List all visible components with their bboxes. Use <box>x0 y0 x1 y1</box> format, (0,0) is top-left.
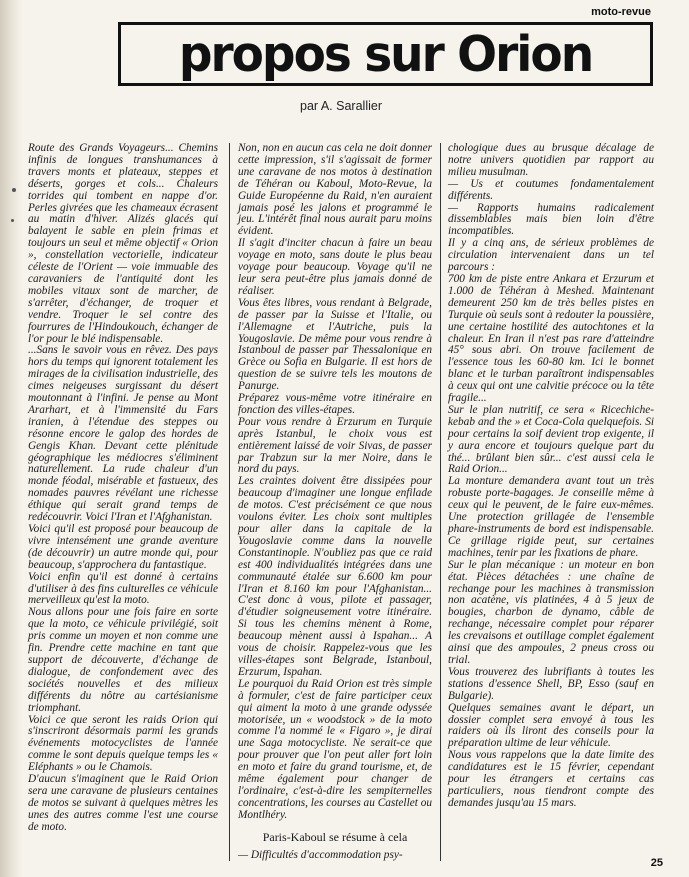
paragraph: Sur le plan nutritif, ce sera « Ricechiche-kebab and the » et Coca-Cola quelquefois. Si pour certains la soif devient trop exigente, il y aura encore et toujours quelque part du thé... brûlant bien sûr... c'est aussi cela le Raid Orion... <box>448 403 654 476</box>
column-divider <box>229 143 230 861</box>
paragraph: Il y a cinq ans, de sérieux problèmes de circulation intervenaient dans un tel parcours : <box>448 237 654 274</box>
paragraph: 700 km de piste entre Ankara et Erzurum et 1.000 de Téhéran à Meshed. Maintenant demeurent 250 km de très belles pistes en Turquie où seuls sont à redouter la poussière, une certaine hostilité des autochtones et la chaleur. En Iran il n'est pas rare d'atteindre 45° sous abri. On trouve facilement de l'essence tous les 60-80 km. Ici le bonnet blanc et le turban paraîtront indispensables à ceux qui ont une calvitie précoce ou la tête fragile... <box>448 272 654 405</box>
paragraph: chologique dues au brusque décalage de notre univers quotidien par rapport au milieu musulman. <box>448 142 654 178</box>
text-column-1 <box>28 143 218 834</box>
paragraph: La monture demandera avant tout un très robuste porte-bagages. Je conseille même à ceux qui le peuvent, de le faire eux-mêmes. Une protection grillagée de l'ensemble phare-instruments de bord est indispensable. Ce grillage rigide peut, sur certaines machines, tenir par les fixations de phare. <box>448 475 654 559</box>
page-number: 25 <box>650 857 663 869</box>
paragraph: — Us et coutumes fondamentalement différents. <box>448 177 654 202</box>
paragraph: Vous trouverez des lubrifiants à toutes les stations d'essence Shell, BP, Esso (sauf en Bulgarie). <box>448 665 654 702</box>
byline: par A. Sarallier <box>300 99 382 113</box>
paragraph: Voici ce que seront les raids Orion qui s'inscriront désormais parmi les grands événements motocyclistes de l'année comme le sont depuis quelque temps les « Eléphants » ou le Chamois. <box>28 713 218 774</box>
paragraph: Nous allons pour une fois faire en sorte que la moto, ce véhicule privilégié, soit pris comme un moyen et non comme une fin. Prendre cette machine en tant que support de découverte, d'échange de dialogue, de confondement avec des sociétés nouvelles et des milieux différents du nôtre au cartésianisme triomphant. <box>28 606 218 714</box>
print-speck <box>12 188 16 192</box>
paragraph: ...Sans le savoir vous en rêvez. Des pays hors du temps qui ignorent totalement les mirages de la civilisation industrielle, des cimes neigeuses surgissant du désert moutonnant à l'infini. Je pense au Mont Ararhart, et à l'immensité du Fars iranien, à l'étendue des steppes ou résonne encore le galop des hordes de Gengis Khan. Devant cette plénitude géographique les médiocres s'éliminent naturellement. La rude chaleur d'un monde féodal, misérable et fastueux, des nomades pauvres révélant une richesse éthique qui serait grand temps de redécouvrir. Voici l'Iran et l'Afghanistan. <box>28 344 218 524</box>
paragraph: Route des Grands Voyageurs... Chemins infinis de longues transhumances à travers monts et plateaux, steppes et déserts, gorges et cols... Chaleurs torrides qui tombent en nappe d'or. Perles givrées que les chameaux écrasent au matin d'hiver. Alizés glacés qui balayent le sable en plein frimas et toujours un seul et même objectif « Orion », constellation vectorielle, indicateur céleste de l'Orient — voie immuable des caravaniers de l'antiquité dont les mobiles vitaux sont de marcher, de s'arrêter, d'échanger, de troquer et vendre. Troquer le sel contre des fourrures de l'Hindoukouch, échanger de l'or pour le blé indispensable. <box>28 142 218 345</box>
paragraph: D'aucun s'imaginent que le Raid Orion sera une caravane de plusieurs centaines de motos se suivant à quelques mètres les unes des autres comme l'est une course de moto. <box>28 773 218 833</box>
paragraph: Quelques semaines avant le départ, un dossier complet sera envoyé à tous les raiders où ils liront des conseils pour la préparation ultime de leur véhicule. <box>448 701 654 750</box>
paragraph: Voici qu'il est proposé pour beaucoup de vivre intensément une grande aventure (de découvrir) un autre monde qui, pour beaucoup, s'approchera du fantastique. <box>28 523 218 571</box>
title-frame <box>118 22 653 86</box>
paragraph: Pour vous rendre à Erzurum en Turquie après Istanbul, le choix vous est entièrement laissé de voir Sivas, de passer par Trabzun sur la mer Noire, dans le nord du pays. <box>238 415 432 476</box>
article-title: propos sur Orion <box>178 25 593 83</box>
paragraph: Non, non en aucun cas cela ne doit donner cette impression, s'il s'agissait de former une caravane de nos motos à destination de Téhéran ou Kaboul, Moto-Revue, la Guide Européenne du Raid, n'en auraient jamais posé les jalons et programmé le jeu. L'intérêt final nous aurait paru moins évident. <box>238 142 432 238</box>
print-speck <box>11 219 14 222</box>
paragraph: Nous vous rappelons que la date limite des candidatures est le 15 février, cependant pour les étrangers et certains cas particuliers, nous tiendront compte des demandes jusqu'au 15 mars. <box>448 749 654 809</box>
section-subhead: Paris-Kaboul se résume à cela <box>262 829 408 844</box>
text-column-3 <box>448 143 654 810</box>
paragraph: Les craintes doivent être dissipées pour beaucoup d'imaginer une longue enfilade de motos. C'est précisément ce que nous voulons éviter. Les choix sont multiples pour aller dans la capitale de la Yougoslavie comme dans la nouvelle Constantinople. N'oubliez pas que ce raid est 400 individualités intégrées dans une communauté étalée sur 6.600 km pour l'Iran et 8.160 km pour l'Afghanistan... C'est donc à vous, pilote et passager, d'étudier soigneusement votre itinéraire. Si tous les chemins mènent à Rome, beaucoup mènent aussi à Ispahan... A vous de choisir. Rappelez-vous que les villes-étapes sont Belgrade, Istanboul, Erzurum, Ispahan. <box>238 475 432 678</box>
paragraph: Vous êtes libres, vous rendant à Belgrade, de passer par la Suisse et l'Italie, ou l'Allemagne et l'Autriche, puis la Yougoslavie. De même pour vous rendre à Istanboul de passer par Thessalonique en Grèce ou Sofia en Bulgarie. Il est hors de question de se suivre tels les moutons de Panurge. <box>238 296 432 393</box>
column-divider <box>440 143 441 861</box>
text-column-2 <box>238 143 432 861</box>
paragraph: Voici enfin qu'il est donné à certains d'utiliser à des fins culturelles ce véhicule merveilleux qu'est la moto. <box>28 570 218 607</box>
paragraph: — Rapports humains radicalement dissemblables mais bien loin d'être incompatibles. <box>448 201 654 238</box>
paragraph: Le pourquoi du Raid Orion est très simple à formuler, c'est de faire participer ceux qui aiment la moto à une grande odyssée motorisée, un « woodstock » de la moto comme l'a nommé le « Figaro », je dirai une Saga motocycliste. Ne serait-ce que pour prouver que l'on peut aller fort loin en moto et faire du grand tourisme, et, de même également pour changer de l'ordinaire, c'est-à-dire les sempiternelles concentrations, les courses au Castellet ou Montlhéry. <box>238 677 432 821</box>
paragraph: Préparez vous-même votre itinéraire en fonction des villes-étapes. <box>238 392 432 416</box>
paragraph: — Difficultés d'accommodation psy- <box>238 848 403 861</box>
page-gutter-shadow <box>0 0 22 877</box>
paragraph: Il s'agit d'inciter chacun à faire un beau voyage en moto, sans doute le plus beau voyage pour beaucoup. Voyage qu'il ne leur sera peut-être plus jamais donné de réaliser. <box>238 237 432 297</box>
paragraph: Sur le plan mécanique : un moteur en bon état. Pièces détachées : une chaîne de rechange pour les machines à transmission non acatène, vis platinées, 4 à 5 jeux de bougies, charbon de dynamo, câble de rechange, nécessaire complet pour réparer les crevaisons et outillage complet également ainsi que des ampoules, 2 pneus cross ou trial. <box>448 558 654 666</box>
running-head: moto-revue <box>591 6 651 18</box>
